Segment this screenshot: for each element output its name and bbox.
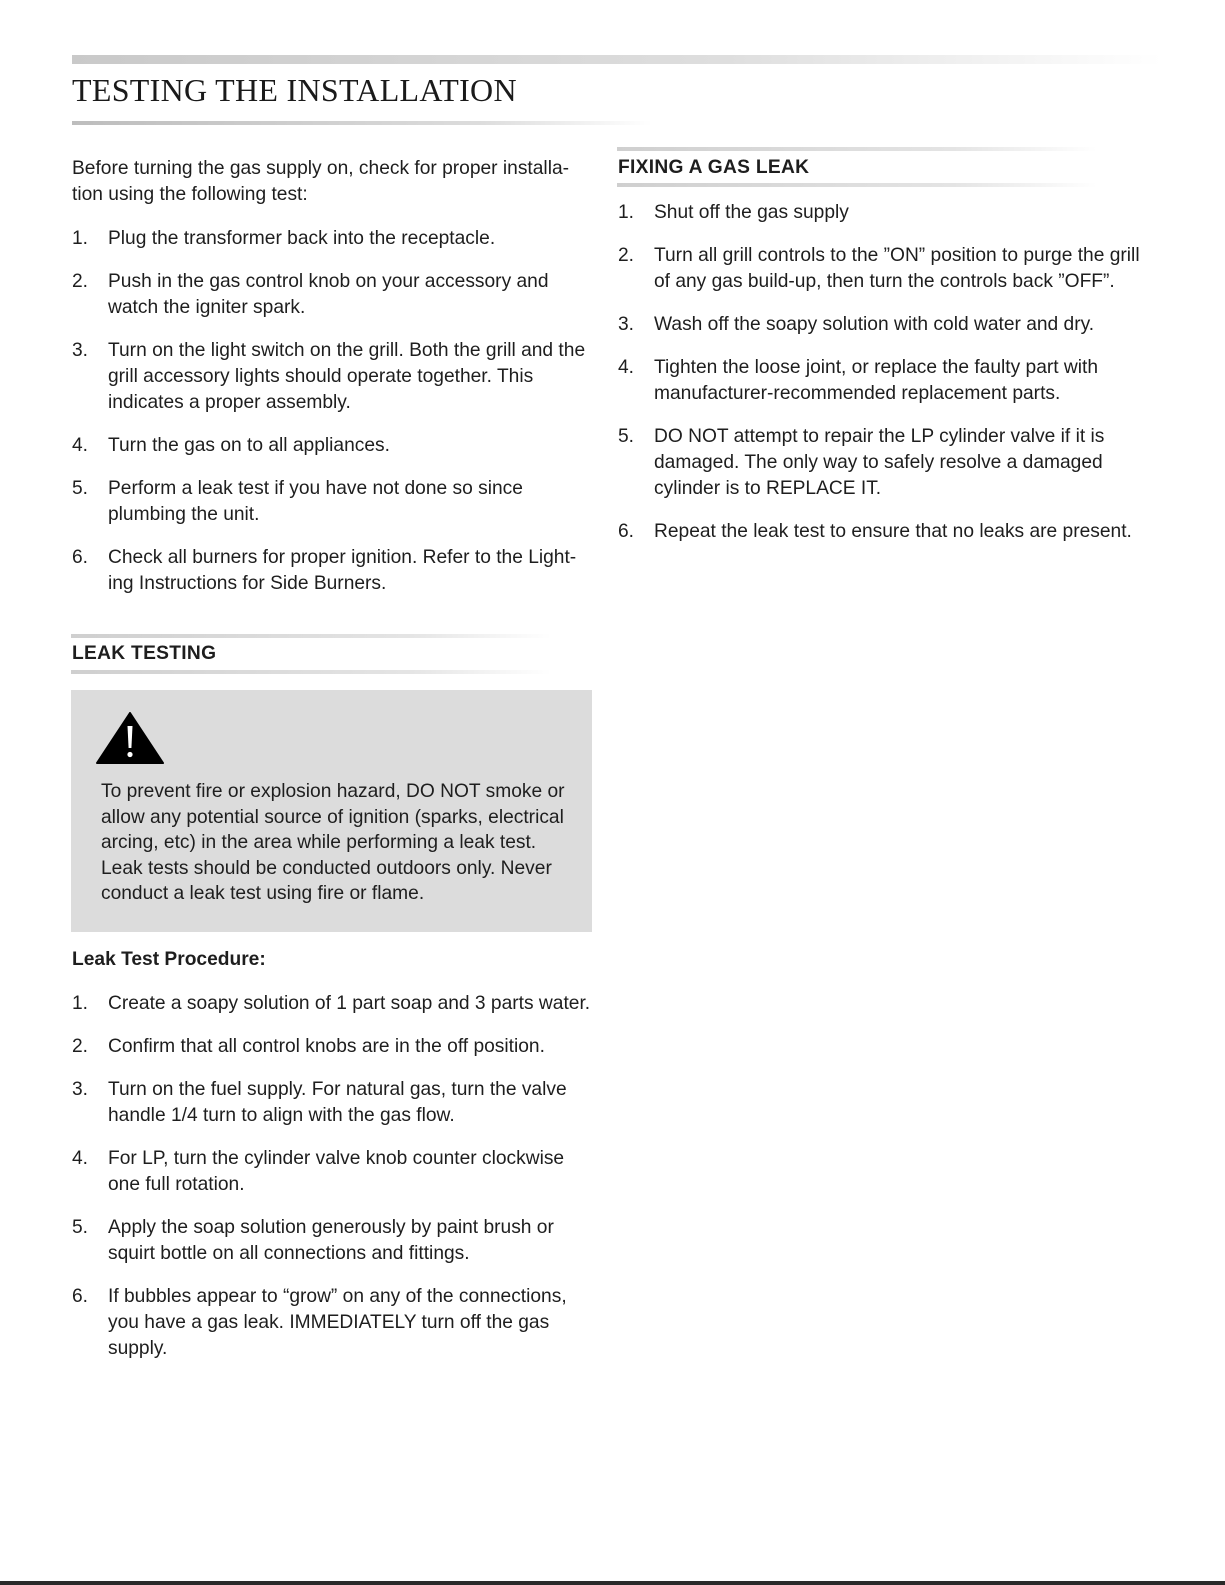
step-text: DO NOT attempt to repair the LP cylinder valve if it is damaged. The only way to safely resolve a damaged cylinder is to REPLACE IT. xyxy=(654,426,1105,499)
list-item xyxy=(618,355,1158,407)
page-title: TESTING THE INSTALLATION xyxy=(72,72,517,108)
list-item xyxy=(72,1146,594,1198)
step-number: 6. xyxy=(72,547,89,568)
list-item xyxy=(618,424,1158,502)
step-text: Confirm that all control knobs are in the off position. xyxy=(108,1036,545,1057)
step-number: 1. xyxy=(72,993,89,1014)
step-text: Tighten the loose joint, or replace the faulty part with manufacturer-recommended replacement parts. xyxy=(654,357,1099,404)
step-number: 3. xyxy=(618,314,635,335)
step-number: 2. xyxy=(72,271,89,292)
list-item xyxy=(72,1034,594,1060)
list-item xyxy=(618,312,1158,338)
step-number: 1. xyxy=(618,202,635,223)
step-number: 2. xyxy=(72,1036,89,1057)
list-item xyxy=(618,519,1158,545)
step-number: 4. xyxy=(618,357,635,378)
step-text: Push in the gas control knob on your accessory and watch the igniter spark. xyxy=(108,271,549,318)
title-rule xyxy=(72,121,652,125)
list-item xyxy=(72,1284,594,1362)
step-number: 6. xyxy=(618,521,635,542)
warning-triangle-icon xyxy=(96,712,164,764)
installation-steps xyxy=(72,226,594,597)
warning-text: To prevent fire or explosion hazard, DO NOT smoke or allow any potential source of ignition (sparks, electrical arcing, etc) in the area while performing a leak test. Leak tests should be conducted outdoors only. Never conduct a leak test using fire or flame. xyxy=(101,781,565,905)
leak-test-steps xyxy=(72,991,594,1362)
step-number: 6. xyxy=(72,1286,89,1307)
step-text: Wash off the soapy solution with cold water and dry. xyxy=(654,314,1095,335)
step-text: If bubbles appear to “grow” on any of the connections, you have a gas leak. IMMEDIATELY turn off the gas supply. xyxy=(108,1286,567,1359)
list-item xyxy=(72,226,594,252)
list-item xyxy=(72,1077,594,1129)
fixing-leak-section xyxy=(618,200,1158,562)
list-item xyxy=(72,991,594,1017)
fixing-leak-heading: FIXING A GAS LEAK xyxy=(618,157,810,178)
leak-testing-rule-top xyxy=(71,634,551,638)
leak-test-procedure-heading: Leak Test Procedure: xyxy=(72,949,266,970)
step-number: 2. xyxy=(618,245,635,266)
step-text: Shut off the gas supply xyxy=(654,202,849,223)
step-text: Check all burners for proper ignition. Refer to the Light-ing Instructions for Side Burners. xyxy=(108,547,577,594)
step-number: 3. xyxy=(72,340,89,361)
intro-paragraph: Before turning the gas supply on, check for proper installa-tion using the following test: xyxy=(72,158,570,205)
fixing-leak-rule-top xyxy=(617,147,1097,151)
step-text: Create a soapy solution of 1 part soap and 3 parts water. xyxy=(108,993,591,1014)
step-number: 3. xyxy=(72,1079,89,1100)
step-number: 4. xyxy=(72,435,89,456)
top-rule xyxy=(72,55,1162,64)
step-text: Turn on the light switch on the grill. Both the grill and the grill accessory lights should operate together. This indicates a proper assembly. xyxy=(108,340,586,413)
step-text: Turn the gas on to all appliances. xyxy=(108,435,390,456)
step-text: Perform a leak test if you have not done so since plumbing the unit. xyxy=(108,478,523,525)
step-number: 5. xyxy=(72,1217,89,1238)
step-number: 5. xyxy=(72,478,89,499)
fixing-leak-steps xyxy=(618,200,1158,545)
list-item xyxy=(72,433,594,459)
installation-test-section xyxy=(72,156,594,614)
list-item xyxy=(618,243,1158,295)
list-item xyxy=(72,338,594,416)
step-text: Turn all grill controls to the ”ON” position to purge the grill of any gas build-up, then turn the controls back ”OFF”. xyxy=(654,245,1140,292)
step-number: 5. xyxy=(618,426,635,447)
list-item xyxy=(618,200,1158,226)
step-number: 4. xyxy=(72,1148,89,1169)
list-item xyxy=(72,476,594,528)
fixing-leak-rule-bottom xyxy=(617,183,1097,187)
leak-testing-heading: LEAK TESTING xyxy=(72,643,217,664)
list-item xyxy=(72,545,594,597)
leak-test-procedure xyxy=(72,991,594,1379)
step-text: Plug the transformer back into the receptacle. xyxy=(108,228,496,249)
bottom-edge-line xyxy=(0,1581,1225,1585)
leak-testing-rule-bottom xyxy=(71,670,551,674)
step-number: 1. xyxy=(72,228,89,249)
step-text: Apply the soap solution generously by paint brush or squirt bottle on all connections and fittings. xyxy=(108,1217,554,1264)
list-item xyxy=(72,269,594,321)
list-item xyxy=(72,1215,594,1267)
step-text: Repeat the leak test to ensure that no leaks are present. xyxy=(654,521,1132,542)
step-text: Turn on the fuel supply. For natural gas, turn the valve handle 1/4 turn to align with the gas flow. xyxy=(108,1079,567,1126)
step-text: For LP, turn the cylinder valve knob counter clockwise one full rotation. xyxy=(108,1148,565,1195)
